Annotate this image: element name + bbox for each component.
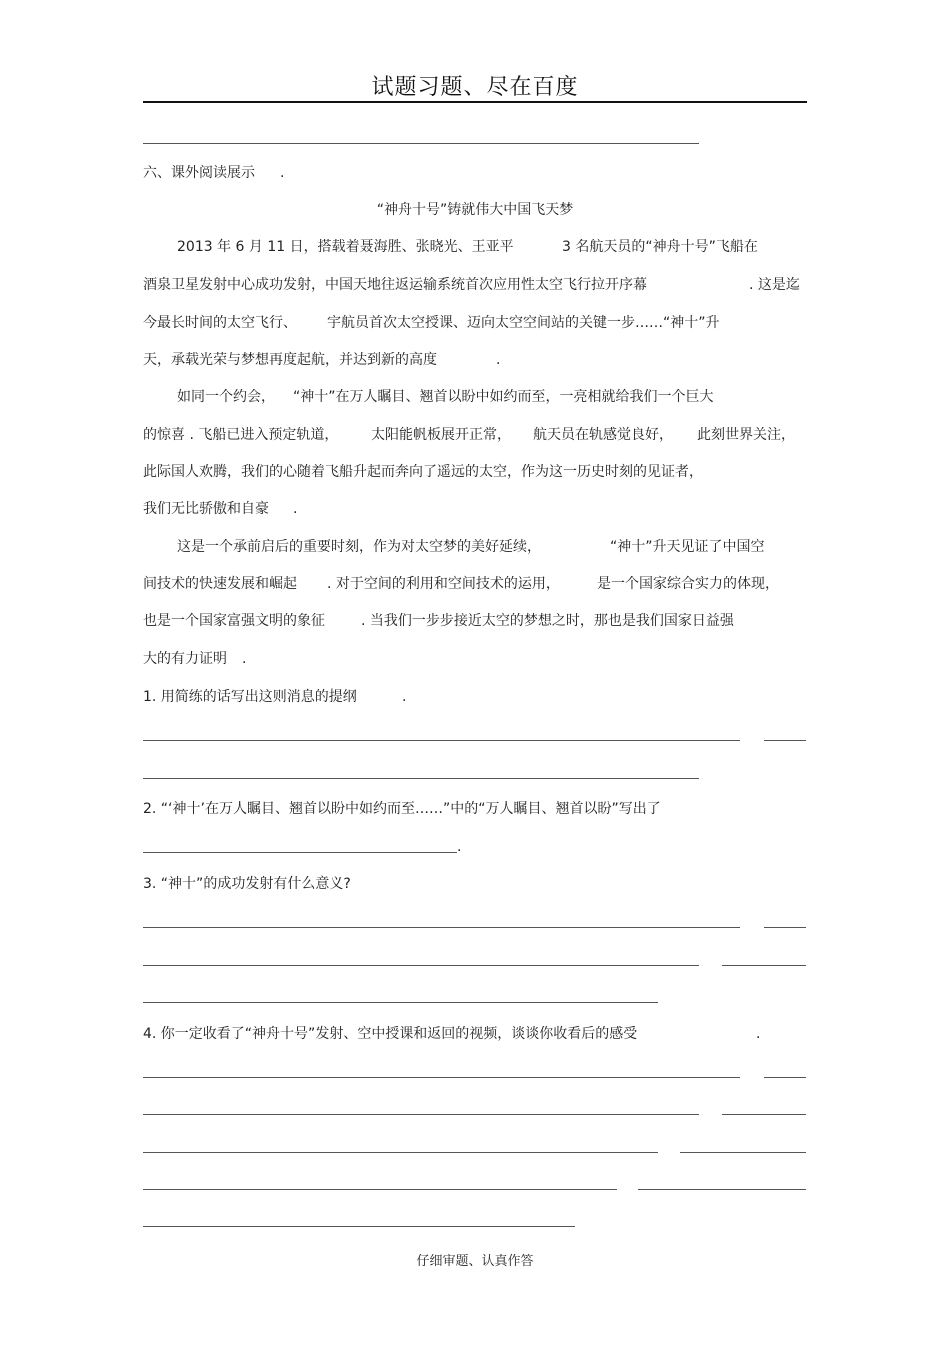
article-line: 的惊喜 . 飞船已进入预定轨道，: [143, 427, 339, 443]
article-line: 今最长时间的太空飞行、: [143, 315, 297, 331]
answer-line: [143, 1152, 658, 1153]
article-line: .: [242, 651, 247, 667]
question-4: 4. 你一定收看了“神舟十号”发射、空中授课和返回的视频，谈谈你收看后的感受: [143, 1026, 638, 1042]
header-divider: [143, 101, 807, 103]
question-1-end: .: [402, 689, 407, 705]
article-line: “神十”在万人瞩目、翘首以盼中如约而至，一亮相就给我们一个巨大: [293, 389, 714, 405]
article-line: 是一个国家综合实力的体现，: [597, 576, 779, 592]
section-heading-end: .: [280, 165, 285, 181]
article-line: 我们无比骄傲和自豪: [143, 501, 269, 517]
answer-line: [143, 1114, 699, 1115]
article-line: 也是一个国家富强文明的象征: [143, 613, 325, 629]
question-3: 3. “神十”的成功发射有什么意义?: [143, 876, 351, 892]
article-line: 宇航员首次太空授课、迈向太空空间站的关键一步……“神十”升: [327, 315, 720, 331]
answer-line: [638, 1189, 806, 1190]
article-line: . 对于空间的利用和空间技术的运用，: [327, 576, 560, 592]
question-1: 1. 用简练的话写出这则消息的提纲: [143, 689, 357, 705]
answer-line: [143, 1077, 740, 1078]
answer-line: [143, 1189, 617, 1190]
answer-line: [764, 1077, 806, 1078]
answer-line: [143, 1002, 658, 1003]
page-header-title: 试题习题、尽在百度: [371, 75, 579, 100]
article-line: . 这是迄: [749, 277, 800, 293]
article-title: “神舟十号”铸就伟大中国飞天梦: [376, 202, 574, 218]
question-2-end: .: [457, 839, 462, 855]
article-line: .: [293, 501, 298, 517]
article-line: 如同一个约会，: [177, 389, 275, 405]
article-line: 大的有力证明: [143, 651, 227, 667]
question-2: 2. “‘神十’在万人瞩目、翘首以盼中如约而至……”中的“万人瞩目、翘首以盼”写出了: [143, 801, 661, 817]
section-heading: 六、课外阅读展示: [143, 165, 255, 181]
answer-line: [680, 1152, 806, 1153]
answer-line: [764, 740, 806, 741]
article-line: 2013 年 6 月 11 日，搭载着聂海胜、张晓光、王亚平: [177, 239, 514, 255]
answer-line: [722, 965, 806, 966]
article-line: 酒泉卫星发射中心成功发射，中国天地往返运输系统首次应用性太空飞行拉开序幕: [143, 277, 647, 293]
article-line: .: [496, 352, 501, 368]
answer-line: [143, 1226, 575, 1227]
article-line: 这是一个承前启后的重要时刻，作为对太空梦的美好延续，: [177, 539, 541, 555]
article-line: 3 名航天员的“神舟十号”飞船在: [562, 239, 758, 255]
article-line: 此刻世界关注，: [697, 427, 795, 443]
answer-line: [143, 778, 699, 779]
answer-line: [143, 852, 457, 853]
answer-line: [143, 927, 740, 928]
answer-line: [722, 1114, 806, 1115]
answer-line: [143, 965, 699, 966]
answer-line: [764, 927, 806, 928]
article-line: 天，承载光荣与梦想再度起航，并达到新的高度: [143, 352, 437, 368]
question-4-end: .: [756, 1026, 761, 1042]
article-line: “神十”升天见证了中国空: [610, 539, 765, 555]
article-line: 太阳能帆板展开正常，: [371, 427, 511, 443]
article-line: 航天员在轨感觉良好，: [533, 427, 673, 443]
answer-line: [143, 143, 699, 144]
page-footer: 仔细审题、认真作答: [416, 1254, 534, 1269]
article-line: 间技术的快速发展和崛起: [143, 576, 297, 592]
article-line: . 当我们一步步接近太空的梦想之时，那也是我们国家日益强: [361, 613, 734, 629]
answer-line: [143, 740, 740, 741]
article-line: 此际国人欢腾，我们的心随着飞船升起而奔向了遥远的太空，作为这一历史时刻的见证者，: [143, 464, 703, 480]
